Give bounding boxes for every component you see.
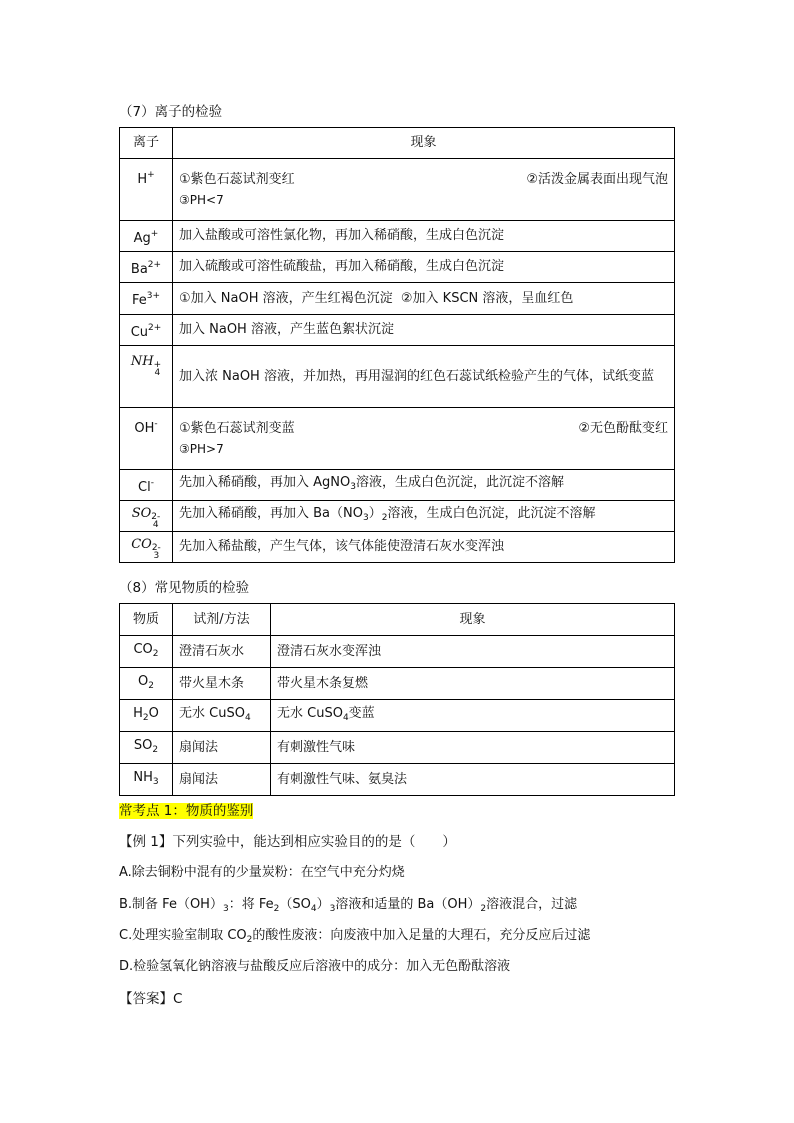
phenomenon-cell: ①紫色石蕊试剂变蓝 ②无色酚酞变红 ③PH>7 bbox=[173, 408, 675, 470]
header-substance: 物质 bbox=[120, 604, 173, 636]
option-c: C.处理实验室制取 $CO_2$的酸性废液：向废液中加入足量的大理石，充分反应后过滤 bbox=[119, 928, 591, 945]
phenomenon-cell: 加入浓 NaOH 溶液，并加热，再用湿润的红色石蕊试纸检验产生的气体，试纸变蓝 bbox=[173, 346, 675, 408]
method-cell: 带火星木条 bbox=[173, 668, 271, 700]
ion-cell: CO 2- 3 bbox=[120, 532, 173, 563]
table-row bbox=[120, 470, 675, 501]
section-7-title: （7）离子的检验 bbox=[119, 104, 223, 120]
ion-cell: H+ bbox=[120, 159, 173, 221]
phenomenon-cell: 无水 CuSO$_4$变蓝 bbox=[271, 700, 675, 732]
method-cell: 扇闻法 bbox=[173, 764, 271, 796]
table-row bbox=[120, 159, 675, 221]
method-cell: 扇闻法 bbox=[173, 732, 271, 764]
header-method: 试剂/方法 bbox=[173, 604, 271, 636]
kaodian-heading: 常考点 1：物质的鉴别 bbox=[119, 803, 254, 819]
phenomenon-cell: 有刺激性气味 bbox=[271, 732, 675, 764]
example-question: 【例 1】下列实验中，能达到相应实验目的的是（ ） bbox=[119, 834, 456, 850]
answer: 【答案】C bbox=[119, 991, 183, 1007]
phenomenon-cell: 加入硫酸或可溶性硫酸盐，再加入稀硝酸，生成白色沉淀 bbox=[173, 252, 675, 283]
ion-cell: SO 2- 4 bbox=[120, 501, 173, 532]
phenomenon-cell: 带火星木条复燃 bbox=[271, 668, 675, 700]
phenomenon-cell: 先加入稀硝酸，再加入 AgNO$_3$溶液，生成白色沉淀，此沉淀不溶解 bbox=[173, 470, 675, 501]
substance-cell: $CO_2$ bbox=[120, 636, 173, 668]
substance-cell: $SO_2$ bbox=[120, 732, 173, 764]
table-row bbox=[120, 252, 675, 283]
header-ion: 离子 bbox=[120, 128, 173, 159]
table-row bbox=[120, 532, 675, 563]
phenomenon-cell: 加入盐酸或可溶性氯化物，再加入稀硝酸，生成白色沉淀 bbox=[173, 221, 675, 252]
substance-test-table bbox=[119, 603, 675, 796]
table-row bbox=[120, 408, 675, 470]
table-row bbox=[120, 315, 675, 346]
option-b: B.制备 $Fe(OH)_3$：将 $Fe_2(SO_4)_3$溶液和适量的 $Ba(OH)_2$溶液混合，过滤 bbox=[119, 897, 578, 914]
ion-cell: $Cu^{2+}$ bbox=[120, 315, 173, 346]
ion-test-table bbox=[119, 127, 675, 563]
table-row bbox=[120, 732, 675, 764]
ion-cell: NH + 4 bbox=[120, 346, 173, 408]
phenomenon-cell: 有刺激性气味、氨臭法 bbox=[271, 764, 675, 796]
phenomenon-cell: ①紫色石蕊试剂变红 ②活泼金属表面出现气泡 ③PH<7 bbox=[173, 159, 675, 221]
option-a: A.除去铜粉中混有的少量炭粉：在空气中充分灼烧 bbox=[119, 865, 405, 880]
substance-cell: $H_2O$ bbox=[120, 700, 173, 732]
phenomenon-cell: 澄清石灰水变浑浊 bbox=[271, 636, 675, 668]
ion-cell: OH- bbox=[120, 408, 173, 470]
header-phenomenon: 现象 bbox=[271, 604, 675, 636]
table-row bbox=[120, 346, 675, 408]
table-row bbox=[120, 668, 675, 700]
section-8-title: （8）常见物质的检验 bbox=[119, 580, 250, 596]
table-header-row bbox=[120, 604, 675, 636]
table-row bbox=[120, 700, 675, 732]
phenomenon-cell: 加入 NaOH 溶液，产生蓝色絮状沉淀 bbox=[173, 315, 675, 346]
phenomenon-cell: 先加入稀盐酸，产生气体，该气体能使澄清石灰水变浑浊 bbox=[173, 532, 675, 563]
ion-cell: $Ba^{2+}$ bbox=[120, 252, 173, 283]
substance-cell: $NH_3$ bbox=[120, 764, 173, 796]
table-row bbox=[120, 764, 675, 796]
table-row bbox=[120, 636, 675, 668]
method-cell: 澄清石灰水 bbox=[173, 636, 271, 668]
substance-cell: $O_2$ bbox=[120, 668, 173, 700]
ion-cell: $Fe^{3+}$ bbox=[120, 283, 173, 315]
ion-cell: Ag+ bbox=[120, 221, 173, 252]
phenomenon-cell: 先加入稀硝酸，再加入 $Ba(NO_3)_2$溶液，生成白色沉淀，此沉淀不溶解 bbox=[173, 501, 675, 532]
table-row bbox=[120, 501, 675, 532]
table-header-row bbox=[120, 128, 675, 159]
table-row bbox=[120, 221, 675, 252]
table-row bbox=[120, 283, 675, 315]
header-phenomenon: 现象 bbox=[173, 128, 675, 159]
phenomenon-cell: ①加入 NaOH 溶液，产生红褐色沉淀 ②加入 KSCN 溶液，呈血红色 bbox=[173, 283, 675, 315]
ion-cell: Cl- bbox=[120, 470, 173, 501]
method-cell: 无水 CuSO$_4$ bbox=[173, 700, 271, 732]
option-d: D.检验氢氧化钠溶液与盐酸反应后溶液中的成分：加入无色酚酞溶液 bbox=[119, 959, 511, 974]
